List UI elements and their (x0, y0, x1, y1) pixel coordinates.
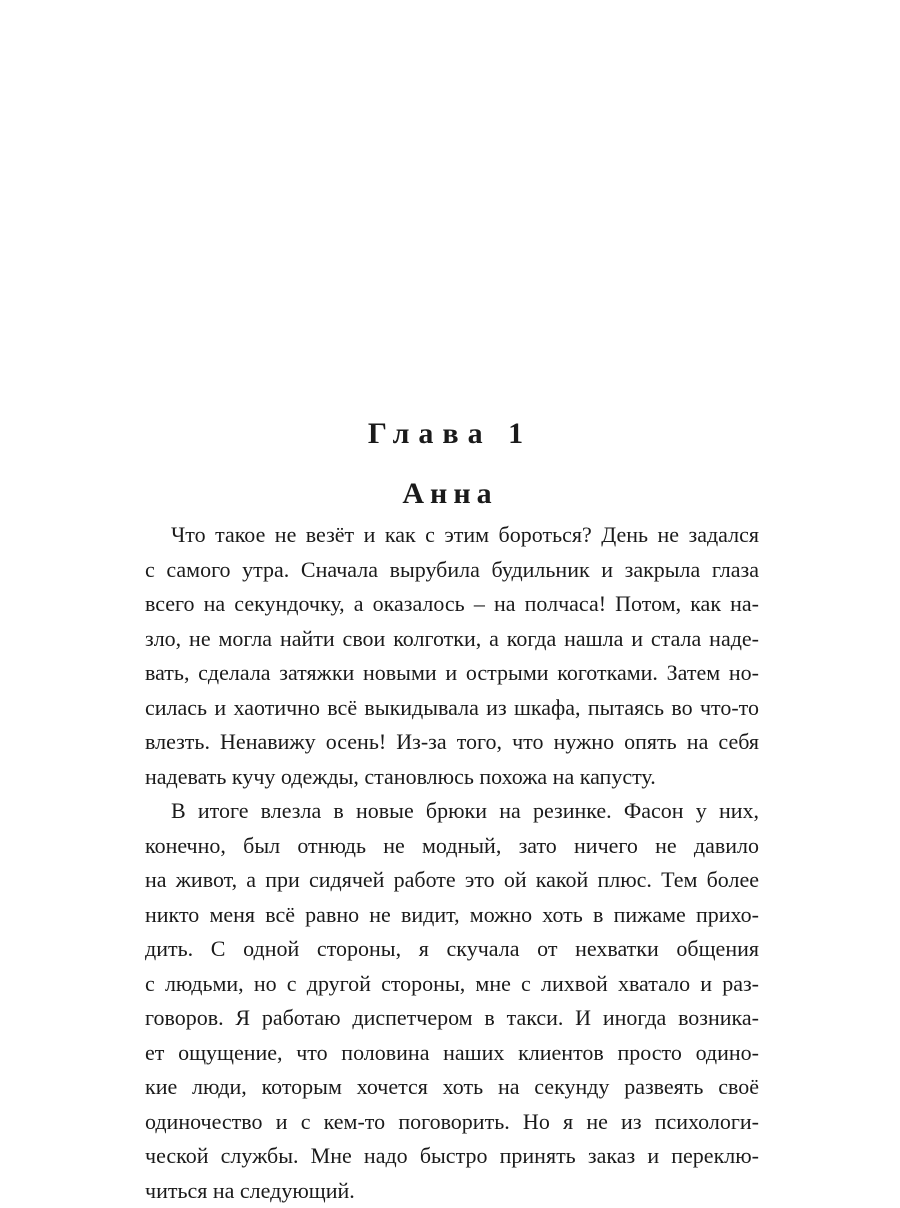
text-line: читься на следующий. (145, 1174, 759, 1208)
text-line: никто меня всё равно не видит, можно хоть в пижаме прихо- (145, 898, 759, 933)
text-line: вать, сделала затяжки новыми и острыми коготками. Затем но- (145, 656, 759, 691)
text-line: ет ощущение, что половина наших клиентов просто одино- (145, 1036, 759, 1071)
text-line: надевать кучу одежды, становлюсь похожа на капусту. (145, 760, 759, 795)
text-line: В итоге влезла в новые брюки на резинке. Фасон у них, (145, 794, 759, 829)
text-line: всего на секундочку, а оказалось – на полчаса! Потом, как на- (145, 587, 759, 622)
text-line: силась и хаотично всё выкидывала из шкафа, пытаясь во что-то (145, 691, 759, 726)
text-line: одиночество и с кем-то поговорить. Но я не из психологи- (145, 1105, 759, 1140)
text-line: дить. С одной стороны, я скучала от нехватки общения (145, 932, 759, 967)
text-line: с людьми, но с другой стороны, мне с лихвой хватало и раз- (145, 967, 759, 1002)
character-name-heading: Анна (0, 474, 900, 514)
text-line: влезть. Ненавижу осень! Из-за того, что нужно опять на себя (145, 725, 759, 760)
text-line: зло, не могла найти свои колготки, а когда нашла и стала наде- (145, 622, 759, 657)
paragraph-1 (145, 518, 759, 794)
text-line: Что такое не везёт и как с этим бороться? День не задался (145, 518, 759, 553)
chapter-body (145, 518, 759, 1208)
text-line: конечно, был отнюдь не модный, зато ничего не давило (145, 829, 759, 864)
text-line: с самого утра. Сначала вырубила будильник и закрыла глаза (145, 553, 759, 588)
text-line: говоров. Я работаю диспетчером в такси. И иногда возника- (145, 1001, 759, 1036)
text-line: кие люди, которым хочется хоть на секунду развеять своё (145, 1070, 759, 1105)
text-line: на живот, а при сидячей работе это ой какой плюс. Тем более (145, 863, 759, 898)
chapter-heading: Глава 1 (0, 414, 900, 454)
text-line: ческой службы. Мне надо быстро принять заказ и переклю- (145, 1139, 759, 1174)
paragraph-2 (145, 794, 759, 1208)
